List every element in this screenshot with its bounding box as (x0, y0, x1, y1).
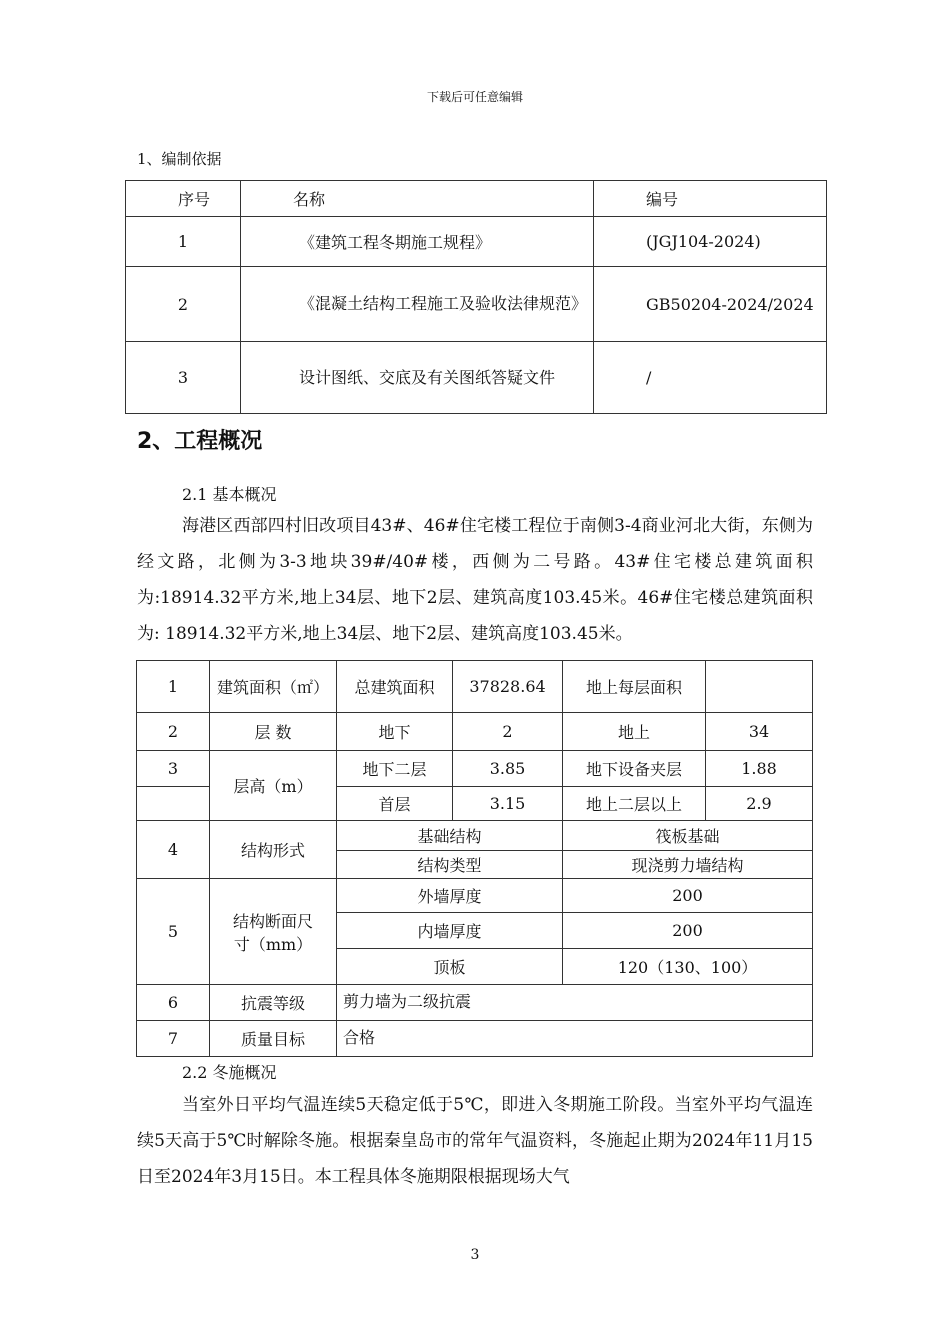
cell: 3.15 (453, 787, 563, 821)
row-label: 抗震等级 (210, 985, 337, 1021)
cell: 基础结构 (337, 821, 563, 851)
table-row (137, 1021, 813, 1057)
cell: 剪力墙为二级抗震 (337, 985, 813, 1021)
subsection-basic: 2.1 基本概况 (182, 485, 277, 504)
table-row (137, 985, 813, 1021)
row-no: 2 (126, 267, 241, 342)
cell: 120（130、100） (563, 949, 813, 985)
row-label: 结构断面尺寸（mm） (210, 879, 337, 985)
table-header-row (126, 181, 827, 217)
row-name: 《建筑工程冬期施工规程》 (241, 217, 594, 267)
row-name: 设计图纸、交底及有关图纸答疑文件 (241, 342, 594, 414)
row-no: 5 (137, 879, 210, 985)
header-note: 下载后可任意编辑 (426, 90, 523, 104)
row-no: 1 (137, 661, 210, 713)
cell: 200 (563, 879, 813, 913)
row-code: GB50204-2024/2024 (594, 267, 827, 342)
section1-title: 1、编制依据 (137, 150, 222, 168)
cell: 合格 (337, 1021, 813, 1057)
row-no: 1 (126, 217, 241, 267)
row-label: 结构形式 (210, 821, 337, 879)
cell: 地下 (337, 713, 453, 751)
row-label: 建筑面积（㎡） (210, 661, 337, 713)
cell (706, 661, 813, 713)
cell: 2.9 (706, 787, 813, 821)
row-label: 质量目标 (210, 1021, 337, 1057)
cell: 地下设备夹层 (563, 751, 706, 787)
row-label: 层高（m） (210, 751, 337, 821)
cell: 首层 (337, 787, 453, 821)
row-name: 《混凝土结构工程施工及验收法律规范》 (241, 267, 594, 342)
table-row (126, 217, 827, 267)
winter-paragraph: 当室外日平均气温连续5天稳定低于5℃，即进入冬期施工阶段。当室外平均气温连续5天高于5℃时解除冬施。根据秦皇岛市的常年气温资料，冬施起止期为2024年11月15日至2024年3月15日。本工程具体冬施期限根据现场大气 (137, 1095, 813, 1187)
cell: 筏板基础 (563, 821, 813, 851)
table-row (137, 661, 813, 713)
row-code: / (594, 342, 827, 414)
cell: 顶板 (337, 949, 563, 985)
cell: 200 (563, 913, 813, 949)
reference-table (125, 180, 827, 414)
header-code: 编号 (594, 181, 827, 217)
header-no: 序号 (126, 181, 241, 217)
cell: 地上每层面积 (563, 661, 706, 713)
cell: 现浇剪力墙结构 (563, 851, 813, 879)
cell: 外墙厚度 (337, 879, 563, 913)
cell: 地上二层以上 (563, 787, 706, 821)
subsection-winter: 2.2 冬施概况 (182, 1063, 277, 1082)
row-no: 2 (137, 713, 210, 751)
cell: 地上 (563, 713, 706, 751)
row-no: 3 (126, 342, 241, 414)
cell: 3.85 (453, 751, 563, 787)
table-row (137, 821, 813, 851)
table-row (137, 713, 813, 751)
cell: 内墙厚度 (337, 913, 563, 949)
row-label: 层 数 (210, 713, 337, 751)
cell: 结构类型 (337, 851, 563, 879)
header-name: 名称 (241, 181, 594, 217)
cell: 37828.64 (453, 661, 563, 713)
row-no: 3 (137, 751, 210, 787)
table-row (137, 879, 813, 913)
cell: 2 (453, 713, 563, 751)
page-number: 3 (470, 1247, 480, 1263)
cell: 34 (706, 713, 813, 751)
row-no: 4 (137, 821, 210, 879)
project-info-table (136, 660, 813, 1057)
section2-title: 2、工程概况 (137, 429, 263, 454)
row-code: (JGJ104-2024) (594, 217, 827, 267)
table-row (137, 751, 813, 787)
cell: 1.88 (706, 751, 813, 787)
cell: 地下二层 (337, 751, 453, 787)
table-row (126, 342, 827, 414)
empty-cell (137, 787, 210, 821)
overview-paragraph: 海港区西部四村旧改项目43#、46#住宅楼工程位于南侧3-4商业河北大街，东侧为经文路，北侧为3-3地块39#/40#楼，西侧为二号路。43#住宅楼总建筑面积为:18914.32平方米,地上34层、地下2层、建筑高度103.45米。46#住宅楼总建筑面积为: 18914.32平方米,地上34层、地下2层、建筑高度103.45米。 (137, 516, 813, 644)
table-row (126, 267, 827, 342)
row-no: 7 (137, 1021, 210, 1057)
row-no: 6 (137, 985, 210, 1021)
cell: 总建筑面积 (337, 661, 453, 713)
